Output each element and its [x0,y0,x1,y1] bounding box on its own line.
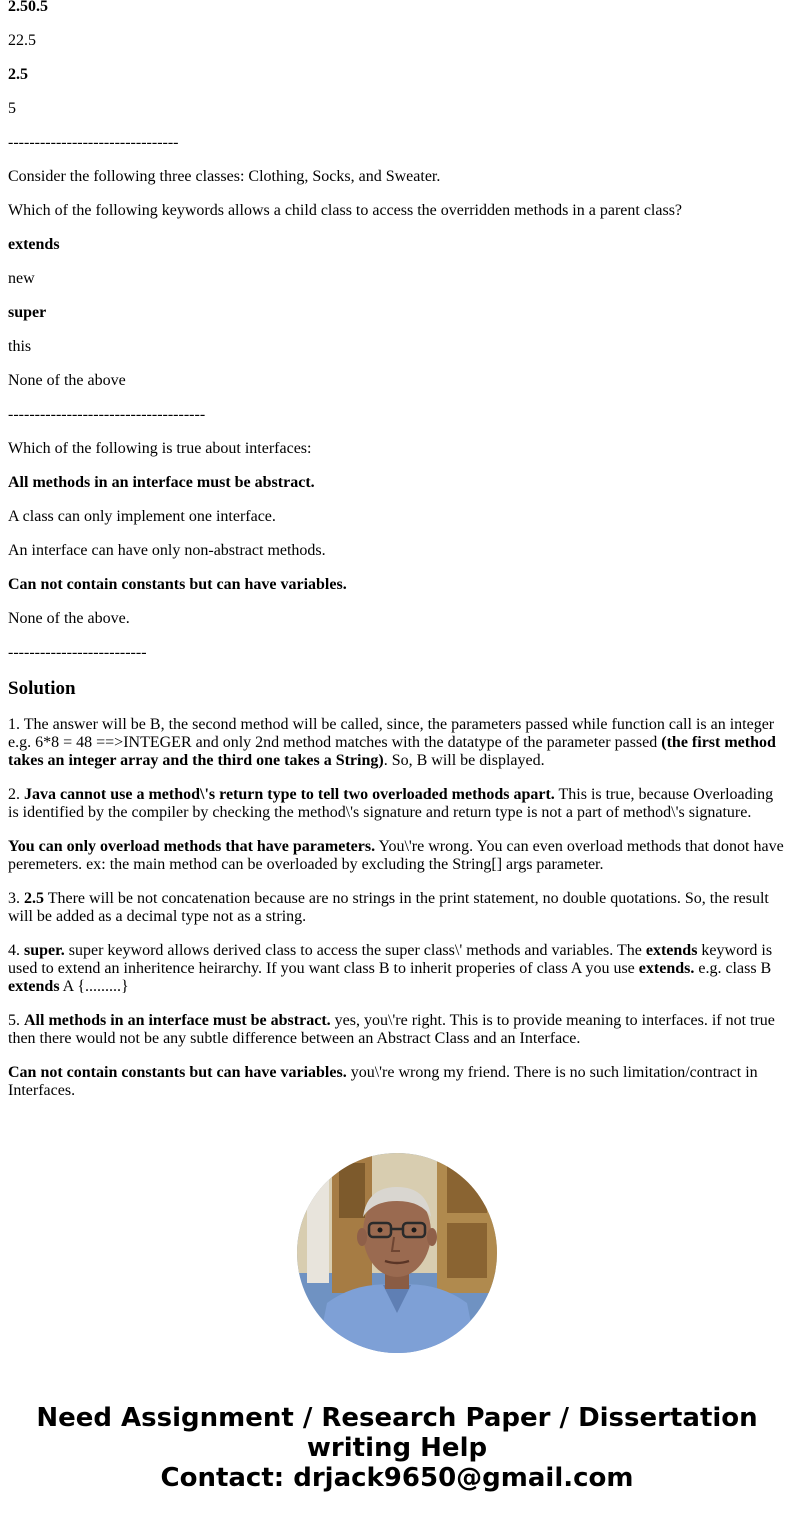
author-avatar [297,1153,497,1353]
answer-option: this [8,338,32,355]
solution-paragraph: Can not contain constants but can have variables. you\'re wrong my friend. There is no such limitation/contract in Interfaces. [8,1064,758,1099]
divider: -------------------------------- [8,134,179,151]
answer-option: None of the above [8,372,126,389]
answer-option: All methods in an interface must be abstract. [8,474,315,491]
answer-option: 2.50.5 [8,0,48,15]
divider: ------------------------------------- [8,406,206,423]
solution-paragraph: 2. Java cannot use a method\'s return type to tell two overloaded methods apart. This is true, because Overloading is identified by the compiler by checking the method\'s signature and return type is not a part of method\'s signature. [8,786,774,821]
answer-option: None of the above. [8,610,130,627]
document-body [8,0,786,1116]
author-portrait-icon [297,1153,497,1353]
answer-option: extends [8,236,60,253]
solution-paragraph: 1. The answer will be B, the second method will be called, since, the parameters passed while function call is an integer e.g. 6*8 = 48 ==>INTEGER and only 2nd method matches with the datatype of the parameter passed (the first method takes an integer array and the third one takes a String). So, B will be displayed. [8,716,776,769]
answer-option: A class can only implement one interface. [8,508,276,525]
banner-line: writing Help [306,1433,488,1463]
solution-paragraph: 5. All methods in an interface must be abstract. yes, you\'re right. This is to provide meaning to interfaces. if not true then there would not be any subtle difference between an Abstract Class and an Interface. [8,1012,775,1047]
solution-paragraph: 4. super. super keyword allows derived class to access the super class\' methods and variables. The extends keyword is used to extend an inheritence heirarchy. If you want class B to inherit properies of class A you use extends. e.g. class B extends A {.........} [8,942,773,995]
question-text: Which of the following keywords allows a child class to access the overridden methods in a parent class? [8,202,683,219]
divider: -------------------------- [8,644,147,661]
solution-paragraph: You can only overload methods that have parameters. You\'re wrong. You can even overload methods that donot have peremeters. ex: the main method can be overloaded by excluding the String[] args parameter. [8,838,784,873]
contact-banner [0,1403,794,1493]
solution-heading: Solution [8,678,76,699]
answer-option: 22.5 [8,32,36,49]
answer-option: 5 [8,100,16,117]
answer-option: An interface can have only non-abstract methods. [8,542,326,559]
question-intro: Consider the following three classes: Clothing, Socks, and Sweater. [8,168,441,185]
banner-line: Need Assignment / Research Paper / Dissertation [36,1403,758,1433]
answer-option: 2.5 [8,66,28,83]
contact-email: Contact: drjack9650@gmail.com [160,1463,634,1493]
answer-option: super [8,304,47,321]
answer-option: Can not contain constants but can have variables. [8,576,347,593]
question-text: Which of the following is true about interfaces: [8,440,312,457]
solution-paragraph: 3. 2.5 There will be not concatenation because are no strings in the print statement, no double quotations. So, the result will be added as a decimal type not as a string. [8,890,769,925]
answer-option: new [8,270,35,287]
